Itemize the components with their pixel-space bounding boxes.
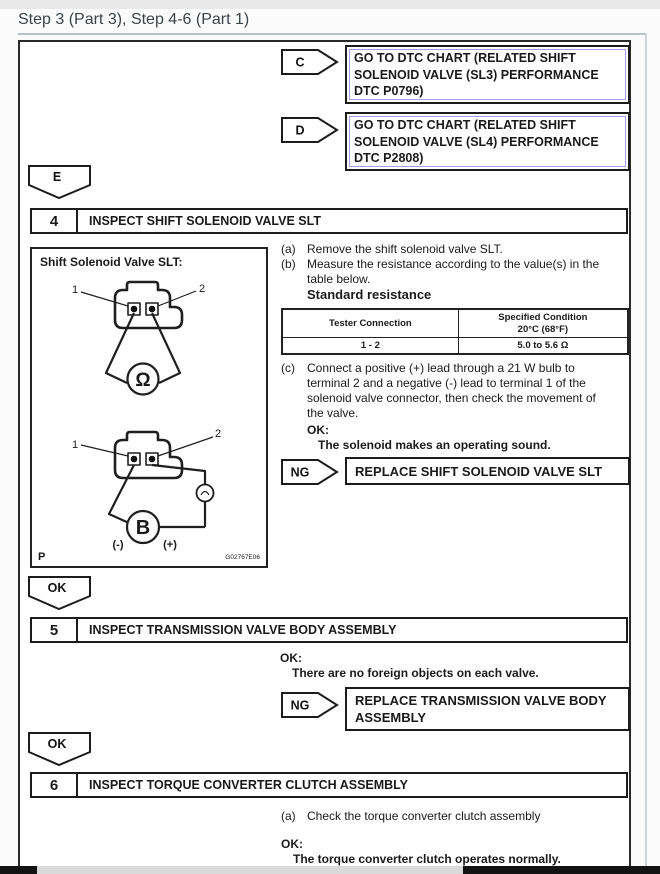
branch-action-c[interactable] [345,45,630,104]
step6-ok-text: The torque converter clutch operates normally. [293,852,561,866]
step4-figure [30,247,268,568]
step6-item-a-label: (a) [281,809,296,823]
step4-item-b-label: (b) [281,257,296,271]
step4-number: 4 [32,210,78,232]
step4-item-c-line2: terminal 2 and a negative (-) lead to terminal 1 of the [307,376,586,390]
plus-label: (+) [163,539,177,551]
branch-tag-d [281,117,339,143]
continue-tag-e [28,165,92,200]
branch-tag-c-label: C [295,55,305,70]
branch-action-c-line1: GO TO DTC CHART (RELATED SHIFT [354,51,576,65]
branch-tag-c [281,49,339,75]
step4-item-b-line2: table below. [307,272,371,286]
step4-ng-action-text: REPLACE SHIFT SOLENOID VALVE SLT [355,463,603,479]
battery-symbol: B [135,517,151,539]
figure-id: G02767E06 [225,554,260,561]
step6-item-a-text: Check the torque converter clutch assembly [307,809,541,823]
table-header-tester-connection: Tester Connection [282,309,458,338]
step4-ok-label: OK: [307,423,329,437]
branch-action-c-line3: DTC P0796) [354,84,424,98]
terminal2-label-top: 2 [198,283,206,295]
step5-ok-text: There are no foreign objects on each valve. [292,666,539,680]
terminal1-label-bottom: 1 [71,439,79,451]
minus-label: (-) [112,539,124,551]
top-strip [0,0,660,9]
step4-item-c-line4: the valve. [307,406,359,420]
figure-corner-label: P [38,551,46,563]
terminal1-label-top: 1 [71,284,79,296]
standard-resistance-heading: Standard resistance [307,287,432,302]
step6-ok-label: OK: [281,837,303,851]
step5-title: INSPECT TRANSMISSION VALVE BODY ASSEMBLY [89,623,397,637]
step5-ng-action-line1: REPLACE TRANSMISSION VALVE BODY [355,693,607,708]
bottom-scrollbar-thumb[interactable] [37,866,463,874]
bottom-scrollbar-track[interactable] [0,866,660,874]
step4-item-c-line3: solenoid valve connector, then check the movement of [307,391,596,405]
step4-item-a-text: Remove the shift solenoid valve SLT. [307,242,503,256]
step5-ng-tag [281,692,339,718]
ok-tag-2 [28,732,92,767]
step4-item-c-line1: Connect a positive (+) lead through a 21 W bulb to [307,361,575,375]
title-underline [18,33,646,35]
ok-tag-1-label: OK [47,581,67,595]
step4-ng-action [345,457,630,485]
terminal2-pin-bottom [149,456,156,463]
terminal1-pin-bottom [131,456,138,463]
branch-action-d-line3: DTC P2808) [354,151,424,165]
figure-caption: Shift Solenoid Valve SLT: [40,255,183,269]
table-cell-connection: 1 - 2 [282,338,458,355]
step4-ok-text: The solenoid makes an operating sound. [318,438,551,452]
step4-item-c-label: (c) [281,361,295,375]
branch-action-d-line1: GO TO DTC CHART (RELATED SHIFT [354,118,576,132]
step5-number: 5 [32,619,78,641]
step4-item-b-line1: Measure the resistance according to the value(s) in the [307,257,600,271]
step5-ng-action-line2: ASSEMBLY [355,710,427,725]
step5-header [30,617,628,643]
ok-tag-1 [28,576,92,611]
step4-item-a-label: (a) [281,242,296,256]
branch-action-d[interactable] [345,112,630,171]
right-edge-rule [645,33,647,866]
table-header-specified-condition [458,309,628,338]
specified-condition-line1: Specified Condition [498,311,588,323]
step4-header [30,208,628,234]
step5-ng-action [345,687,630,731]
branch-action-c-line2: SOLENOID VALVE (SL3) PERFORMANCE [354,67,599,82]
step5-ok-label: OK: [280,651,302,665]
step6-header [30,772,628,798]
step5-ng-tag-label: NG [290,698,310,713]
page-title: Step 3 (Part 3), Step 4-6 (Part 1) [18,11,250,28]
standard-resistance-table [281,308,629,355]
step4-title: INSPECT SHIFT SOLENOID VALVE SLT [89,214,321,228]
step4-ng-tag-label: NG [290,465,310,480]
specified-condition-line2: 20°C (68°F) [517,323,569,335]
ok-tag-2-label: OK [47,737,67,751]
terminal2-pin-top [149,306,156,313]
step6-number: 6 [32,774,78,796]
continue-tag-e-label: E [52,170,62,184]
terminal1-pin-top [131,306,138,313]
table-cell-condition: 5.0 to 5.6 Ω [458,338,628,355]
step4-ng-tag [281,459,339,485]
solenoid-circuit-diagram [32,249,266,566]
branch-action-d-line2: SOLENOID VALVE (SL4) PERFORMANCE [354,134,599,149]
step6-title: INSPECT TORQUE CONVERTER CLUTCH ASSEMBLY [89,778,409,792]
branch-tag-d-label: D [295,123,305,138]
terminal2-label-bottom: 2 [214,428,222,440]
ohmmeter-symbol: Ω [135,370,151,391]
